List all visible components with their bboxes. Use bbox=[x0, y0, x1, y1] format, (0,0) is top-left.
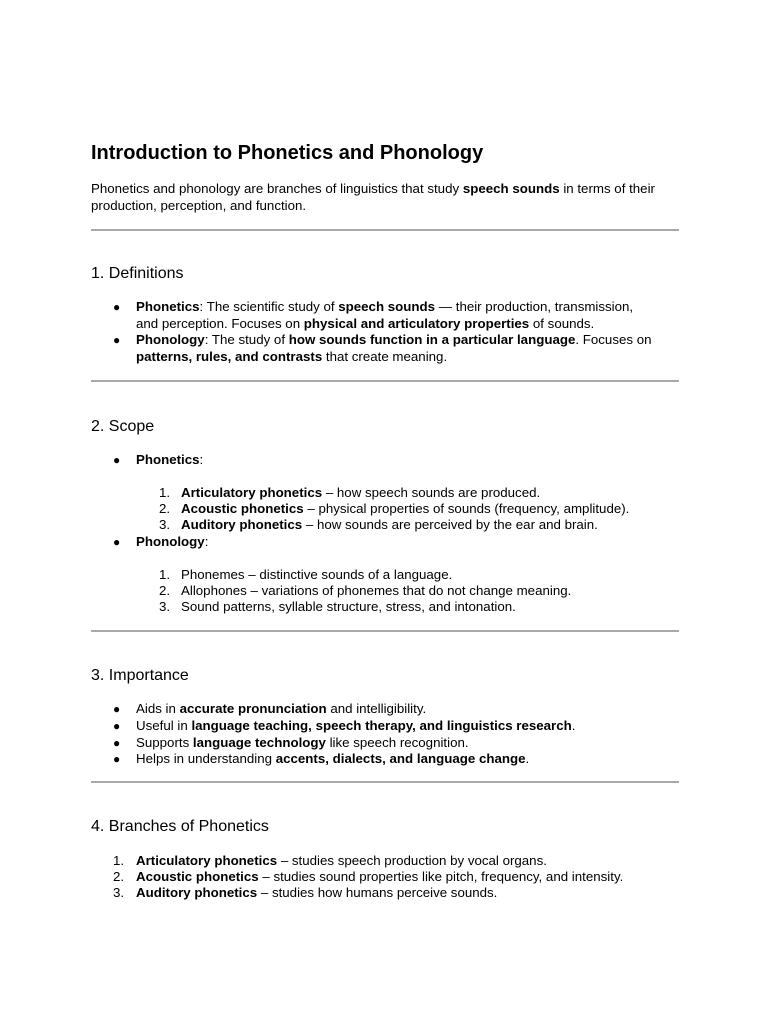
intro-text: production, perception, and function. bbox=[91, 197, 307, 213]
page-title: Introduction to Phonetics and Phonology bbox=[91, 142, 484, 164]
item-text: . Focuses on bbox=[575, 332, 652, 347]
item-bold: Auditory phonetics bbox=[181, 517, 303, 532]
item-bold: how sounds function in a particular language bbox=[288, 332, 576, 347]
item-text: Allophones – variations of phonemes that do not change meaning. bbox=[181, 583, 572, 598]
item-bold: speech sounds bbox=[338, 299, 436, 314]
section-heading-definitions: 1. Definitions bbox=[91, 265, 184, 282]
item-text: . bbox=[525, 751, 530, 766]
item-number: 1. bbox=[159, 567, 171, 582]
term: Phonology bbox=[136, 332, 205, 347]
item-bold: language teaching, speech therapy, and linguistics research bbox=[191, 718, 572, 733]
item-text: and perception. Focuses on bbox=[136, 316, 304, 331]
bullet-icon: ● bbox=[113, 300, 121, 314]
item-bold: Articulatory phonetics bbox=[181, 485, 323, 500]
item-text: – how speech sounds are produced. bbox=[322, 485, 541, 500]
item-text: — their production, transmission, bbox=[435, 299, 634, 314]
item-text: Aids in bbox=[136, 701, 180, 716]
item-bold: patterns, rules, and contrasts bbox=[136, 349, 323, 364]
item-text: Useful in bbox=[136, 718, 192, 733]
intro-paragraph bbox=[91, 181, 679, 214]
section-heading-branches: 4. Branches of Phonetics bbox=[91, 818, 269, 835]
bullet-icon: ● bbox=[113, 702, 121, 716]
item-text: like speech recognition. bbox=[325, 735, 469, 750]
bullet-icon: ● bbox=[113, 736, 121, 750]
item-text: Supports bbox=[136, 735, 193, 750]
item-number: 1. bbox=[113, 853, 125, 868]
section-divider bbox=[91, 781, 679, 783]
item-text: – how sounds are perceived by the ear and brain. bbox=[302, 517, 598, 532]
item-text: : bbox=[199, 452, 204, 467]
item-text: – studies sound properties like pitch, frequency, and intensity. bbox=[258, 869, 624, 884]
item-text: and intelligibility. bbox=[326, 701, 427, 716]
term: Phonetics bbox=[136, 452, 200, 467]
item-number: 2. bbox=[159, 501, 171, 516]
item-bold: Acoustic phonetics bbox=[136, 869, 259, 884]
item-text: : The study of bbox=[204, 332, 289, 347]
item-number: 2. bbox=[159, 583, 171, 598]
item-text: – studies how humans perceive sounds. bbox=[257, 885, 498, 900]
section-heading-scope: 2. Scope bbox=[91, 418, 155, 435]
item-text: : bbox=[204, 534, 209, 549]
item-text: Sound patterns, syllable structure, stress, and intonation. bbox=[181, 599, 516, 614]
item-bold: Auditory phonetics bbox=[136, 885, 258, 900]
item-text: Helps in understanding bbox=[136, 751, 276, 766]
item-number: 3. bbox=[159, 599, 171, 614]
section-divider bbox=[91, 380, 679, 382]
section-heading-importance: 3. Importance bbox=[91, 667, 189, 684]
item-bold: accents, dialects, and language change bbox=[275, 751, 526, 766]
bullet-icon: ● bbox=[113, 719, 121, 733]
bullet-icon: ● bbox=[113, 453, 121, 467]
item-number: 3. bbox=[159, 517, 171, 532]
item-number: 3. bbox=[113, 885, 125, 900]
item-bold: language technology bbox=[192, 735, 326, 750]
section-divider bbox=[91, 630, 679, 632]
item-bold: Acoustic phonetics bbox=[181, 501, 304, 516]
bullet-icon: ● bbox=[113, 535, 121, 549]
item-text: of sounds. bbox=[529, 316, 595, 331]
item-text: that create meaning. bbox=[322, 349, 448, 364]
section-divider bbox=[91, 229, 679, 231]
item-bold: Articulatory phonetics bbox=[136, 853, 278, 868]
bullet-icon: ● bbox=[113, 333, 121, 347]
item-text: Phonemes – distinctive sounds of a language. bbox=[181, 567, 453, 582]
item-text: – physical properties of sounds (frequency, amplitude). bbox=[303, 501, 630, 516]
item-bold: accurate pronunciation bbox=[179, 701, 327, 716]
intro-text: Phonetics and phonology are branches of linguistics that study bbox=[91, 181, 463, 196]
term: Phonology bbox=[136, 534, 205, 549]
item-text: – studies speech production by vocal organs. bbox=[277, 853, 547, 868]
term: Phonetics bbox=[136, 299, 200, 314]
item-bold: physical and articulatory properties bbox=[303, 316, 530, 331]
intro-text: in terms of their bbox=[559, 181, 655, 196]
item-text: : The scientific study of bbox=[199, 299, 339, 314]
item-text: . bbox=[571, 718, 576, 733]
bullet-icon: ● bbox=[113, 752, 121, 766]
item-number: 1. bbox=[159, 485, 171, 500]
item-number: 2. bbox=[113, 869, 125, 884]
intro-bold: speech sounds bbox=[462, 181, 560, 196]
